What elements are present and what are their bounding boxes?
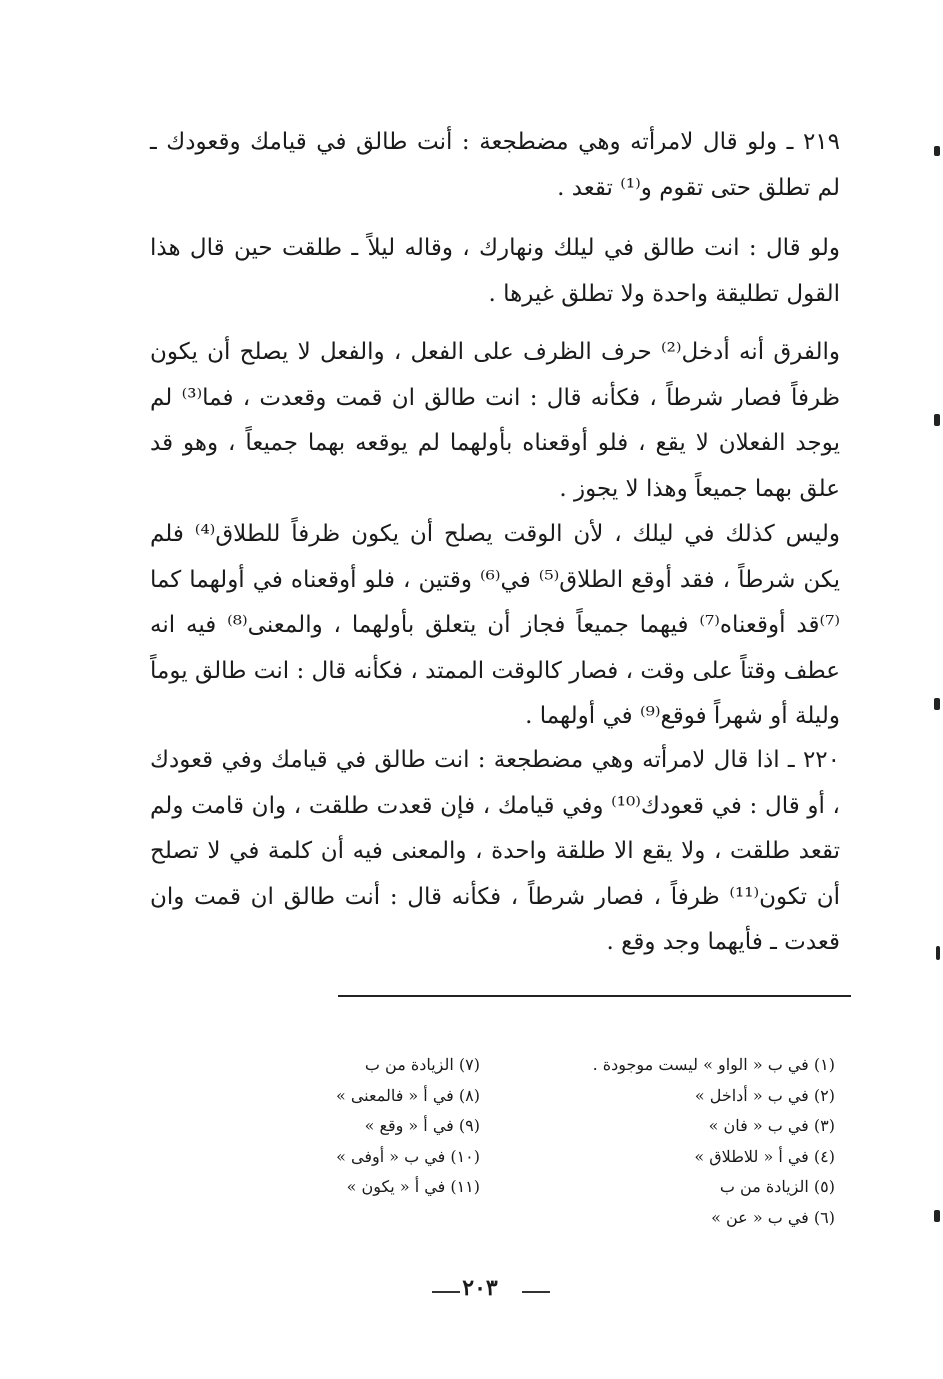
paragraph-text: ٢٢٠ ـ اذا قال لامرأته وهي مضطجعة : انت طالق في قيامك وفي قعودك ، أو قال : في قعودك⁽¹⁰⁾ وفي قيامك ، فإن قعدت طلقت ، وان قامت ولم تقعد طلقت ، ولا يقع الا طلقة واحدة ، والمعنى فيه أن كلمة في لا تصلح أن تكون⁽¹¹⁾ ظرفاً ، فصار شرطاً ، فكأنه قال : أنت طالق ان قمت وان قعدت ـ فأيهما وجد وقع . xyxy=(150,747,840,955)
binding-mark xyxy=(934,146,940,156)
binding-mark xyxy=(934,414,940,426)
footnote-5: (٥) الزيادة من ب xyxy=(719,1177,835,1196)
footnote-8: (٨) في أ « فالمعنى » xyxy=(335,1085,480,1105)
footnote-3: (٣) في ب « فان » xyxy=(708,1116,835,1135)
paragraph-220 xyxy=(150,738,840,966)
paragraph-219 xyxy=(150,120,840,211)
binding-mark xyxy=(934,698,940,710)
paragraph-time-condition xyxy=(150,512,840,740)
paragraph-text: ولو قال : انت طالق في ليلك ونهارك ، وقاله ليلاً ـ طلقت حين قال هذا القول تطليقة واحدة ولا تطلق غيرها . xyxy=(150,235,840,307)
page-number: ٢٠٣ xyxy=(462,1275,498,1301)
page-number-dash-left xyxy=(432,1291,460,1293)
paragraph-text: والفرق أنه أدخل⁽²⁾ حرف الظرف على الفعل ، والفعل لا يصلح أن يكون ظرفاً فصار شرطاً ، فكأنه قال : انت طالق ان قمت وقعدت ، فما⁽³⁾ لم يوجد الفعلان لا يقع ، فلو أوقعناه بأولهما لم يوقعه بهما جميعاً ، وهو قد علق بهما جميعاً وهذا لا يجوز . xyxy=(150,339,841,502)
paragraph-text: ٢١٩ ـ ولو قال لامرأته وهي مضطجعة : أنت طالق في قيامك وقعودك ـ لم تطلق حتى تقوم و⁽¹⁾ تقعد . xyxy=(150,129,840,201)
paragraph-text: وليس كذلك في ليلك ، لأن الوقت يصلح أن يكون ظرفاً للطلاق⁽⁴⁾ فلم يكن شرطاً ، فقد أوقع الطلاق⁽⁵⁾ في⁽⁶⁾ وقتين ، فلو أوقعناه في أولهما كما ⁽⁷⁾قد أوقعناه⁽⁷⁾ فيهما جميعاً فجاز أن يتعلق بأولهما ، والمعنى⁽⁸⁾ فيه انه عطف وقتاً على وقت ، فصار كالوقت الممتد ، فكأنه قال : انت طالق يوماً وليلة أو شهراً فوقع⁽⁹⁾ في أولهما . xyxy=(150,521,840,729)
binding-mark xyxy=(936,946,940,960)
footnote-2: (٢) في ب « أداخل » xyxy=(694,1085,835,1105)
footnote-6: (٦) في ب « عن » xyxy=(711,1207,835,1227)
paragraph-night-day xyxy=(150,226,840,317)
footnote-1: (١) في ب « الواو » ليست موجودة . xyxy=(592,1055,835,1074)
paragraph-difference xyxy=(150,330,840,512)
footnotes-left-column xyxy=(300,1050,480,1203)
binding-mark xyxy=(934,1210,940,1222)
footnote-9: (٩) في أ « وقع » xyxy=(364,1116,480,1135)
footnotes-right-column xyxy=(560,1050,835,1233)
footnote-10: (١٠) في ب « أوفى » xyxy=(336,1146,480,1166)
footnote-4: (٤) في أ « للاطلاق » xyxy=(694,1146,835,1166)
footnote-11: (١١) في أ « يكون » xyxy=(346,1177,480,1196)
footnote-separator xyxy=(338,995,851,997)
footnote-7: (٧) الزيادة من ب xyxy=(364,1055,480,1074)
